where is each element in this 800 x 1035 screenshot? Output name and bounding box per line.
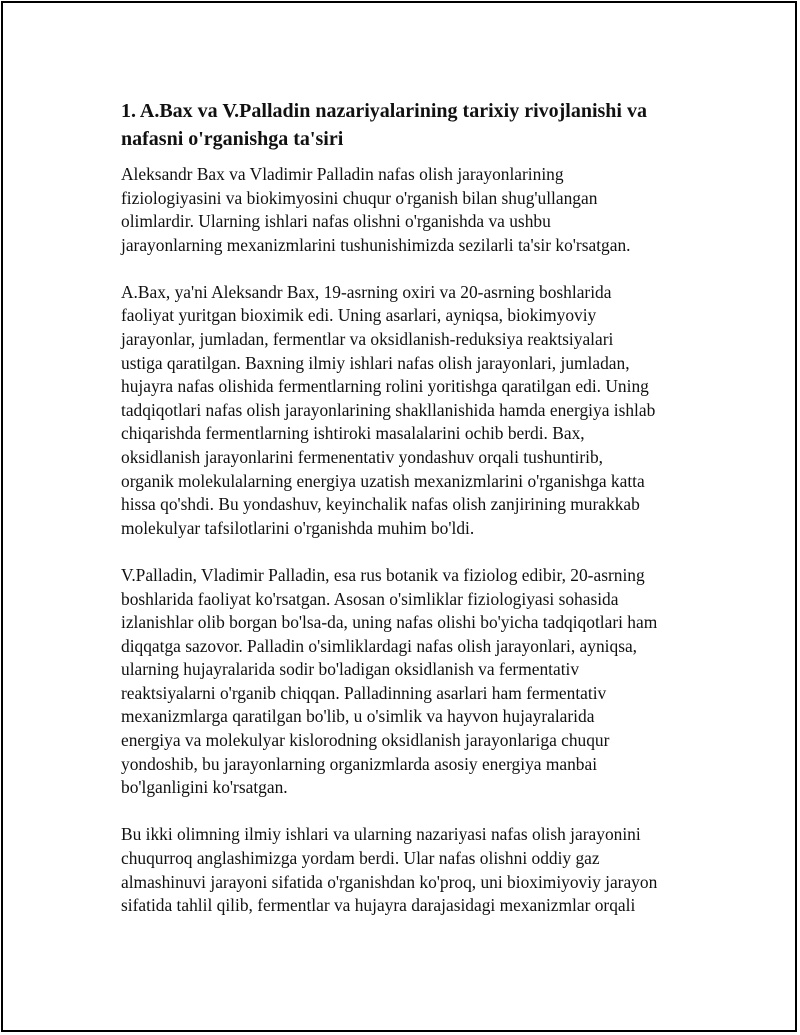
document-page [1,1,797,1032]
paragraph-conclusion: Bu ikki olimning ilmiy ishlari va ularning nazariyasi nafas olish jarayonini chuqurroq anglashimizga yordam berdi. Ular nafas olishni oddiy gaz almashinuvi jarayoni sifatida o'rganishdan ko'proq, uni bioximiyoviy jarayon sifatida tahlil qilib, fermentlar va hujayra darajasidagi mexanizmlar orqali [121,824,658,916]
section-heading: 1. A.Bax va V.Palladin nazariyalarining tarixiy rivojlanishi va nafasni o'rganishga ta'siri [121,100,647,150]
paragraph-intro: Aleksandr Bax va Vladimir Palladin nafas olish jarayonlarining fiziologiyasini va biokimyosini chuqur o'rganish bilan shug'ullangan olimlardir. Ularning ishlari nafas olishni o'rganishda va ushbu jarayonlarning mexanizmlarini tushunishimizda sezilarli ta'sir ko'rsatgan. [121,164,631,255]
document-body [121,97,701,941]
paragraph-bax: A.Bax, ya'ni Aleksandr Bax, 19-asrning oxiri va 20-asrning boshlarida faoliyat yuritgan bioximik edi. Uning asarlari, ayniqsa, biokimyoviy jarayonlar, jumladan, fermentlar va oksidlanish-reduksiya reaktsiyalari ustiga qaratilgan. Baxning ilmiy ishlari nafas olish jarayonlari, jumladan, hujayra nafas olishida fermentlarning rolini yoritishga qaratilgan edi. Uning tadqiqotlari nafas olish jarayonlarining shakllanishida hamda energiya ishlab chiqarishda fermentlarning ishtiroki masalalarini ochib berdi. Bax, oksidlanish jarayonlarini fermenentativ yondashuv orqali tushuntirib, organik molekulalarning energiya uzatish mexanizmlarini o'rganishga katta hissa qo'shdi. Bu yondashuv, keyinchalik nafas olish zanjirining murakkab molekulyar tafsilotlarini o'rganishda muhim bo'ldi. [121,281,656,538]
paragraph-palladin: V.Palladin, Vladimir Palladin, esa rus botanik va fiziolog edibir, 20-asrning boshlarida faoliyat ko'rsatgan. Asosan o'simliklar fiziologiyasi sohasida izlanishlar olib borgan bo'lsa-da, uning nafas olishi bo'yicha tadqiqotlari ham diqqatga sazovor. Palladin o'simliklardagi nafas olish jarayonlari, ayniqsa, ularning hujayralarida sodir bo'ladigan oksidlanish va fermentativ reaktsiyalarni o'rganib chiqqan. Palladinning asarlari ham fermentativ mexanizmlarga qaratilgan bo'lib, u o'simlik va hayvon hujayralarida energiya va molekulyar kislorodning oksidlanish jarayonlariga chuqur yondoshib, bu jarayonlarning organizmlarda asosiy energiya manbai bo'lganligini ko'rsatgan. [121,564,658,798]
